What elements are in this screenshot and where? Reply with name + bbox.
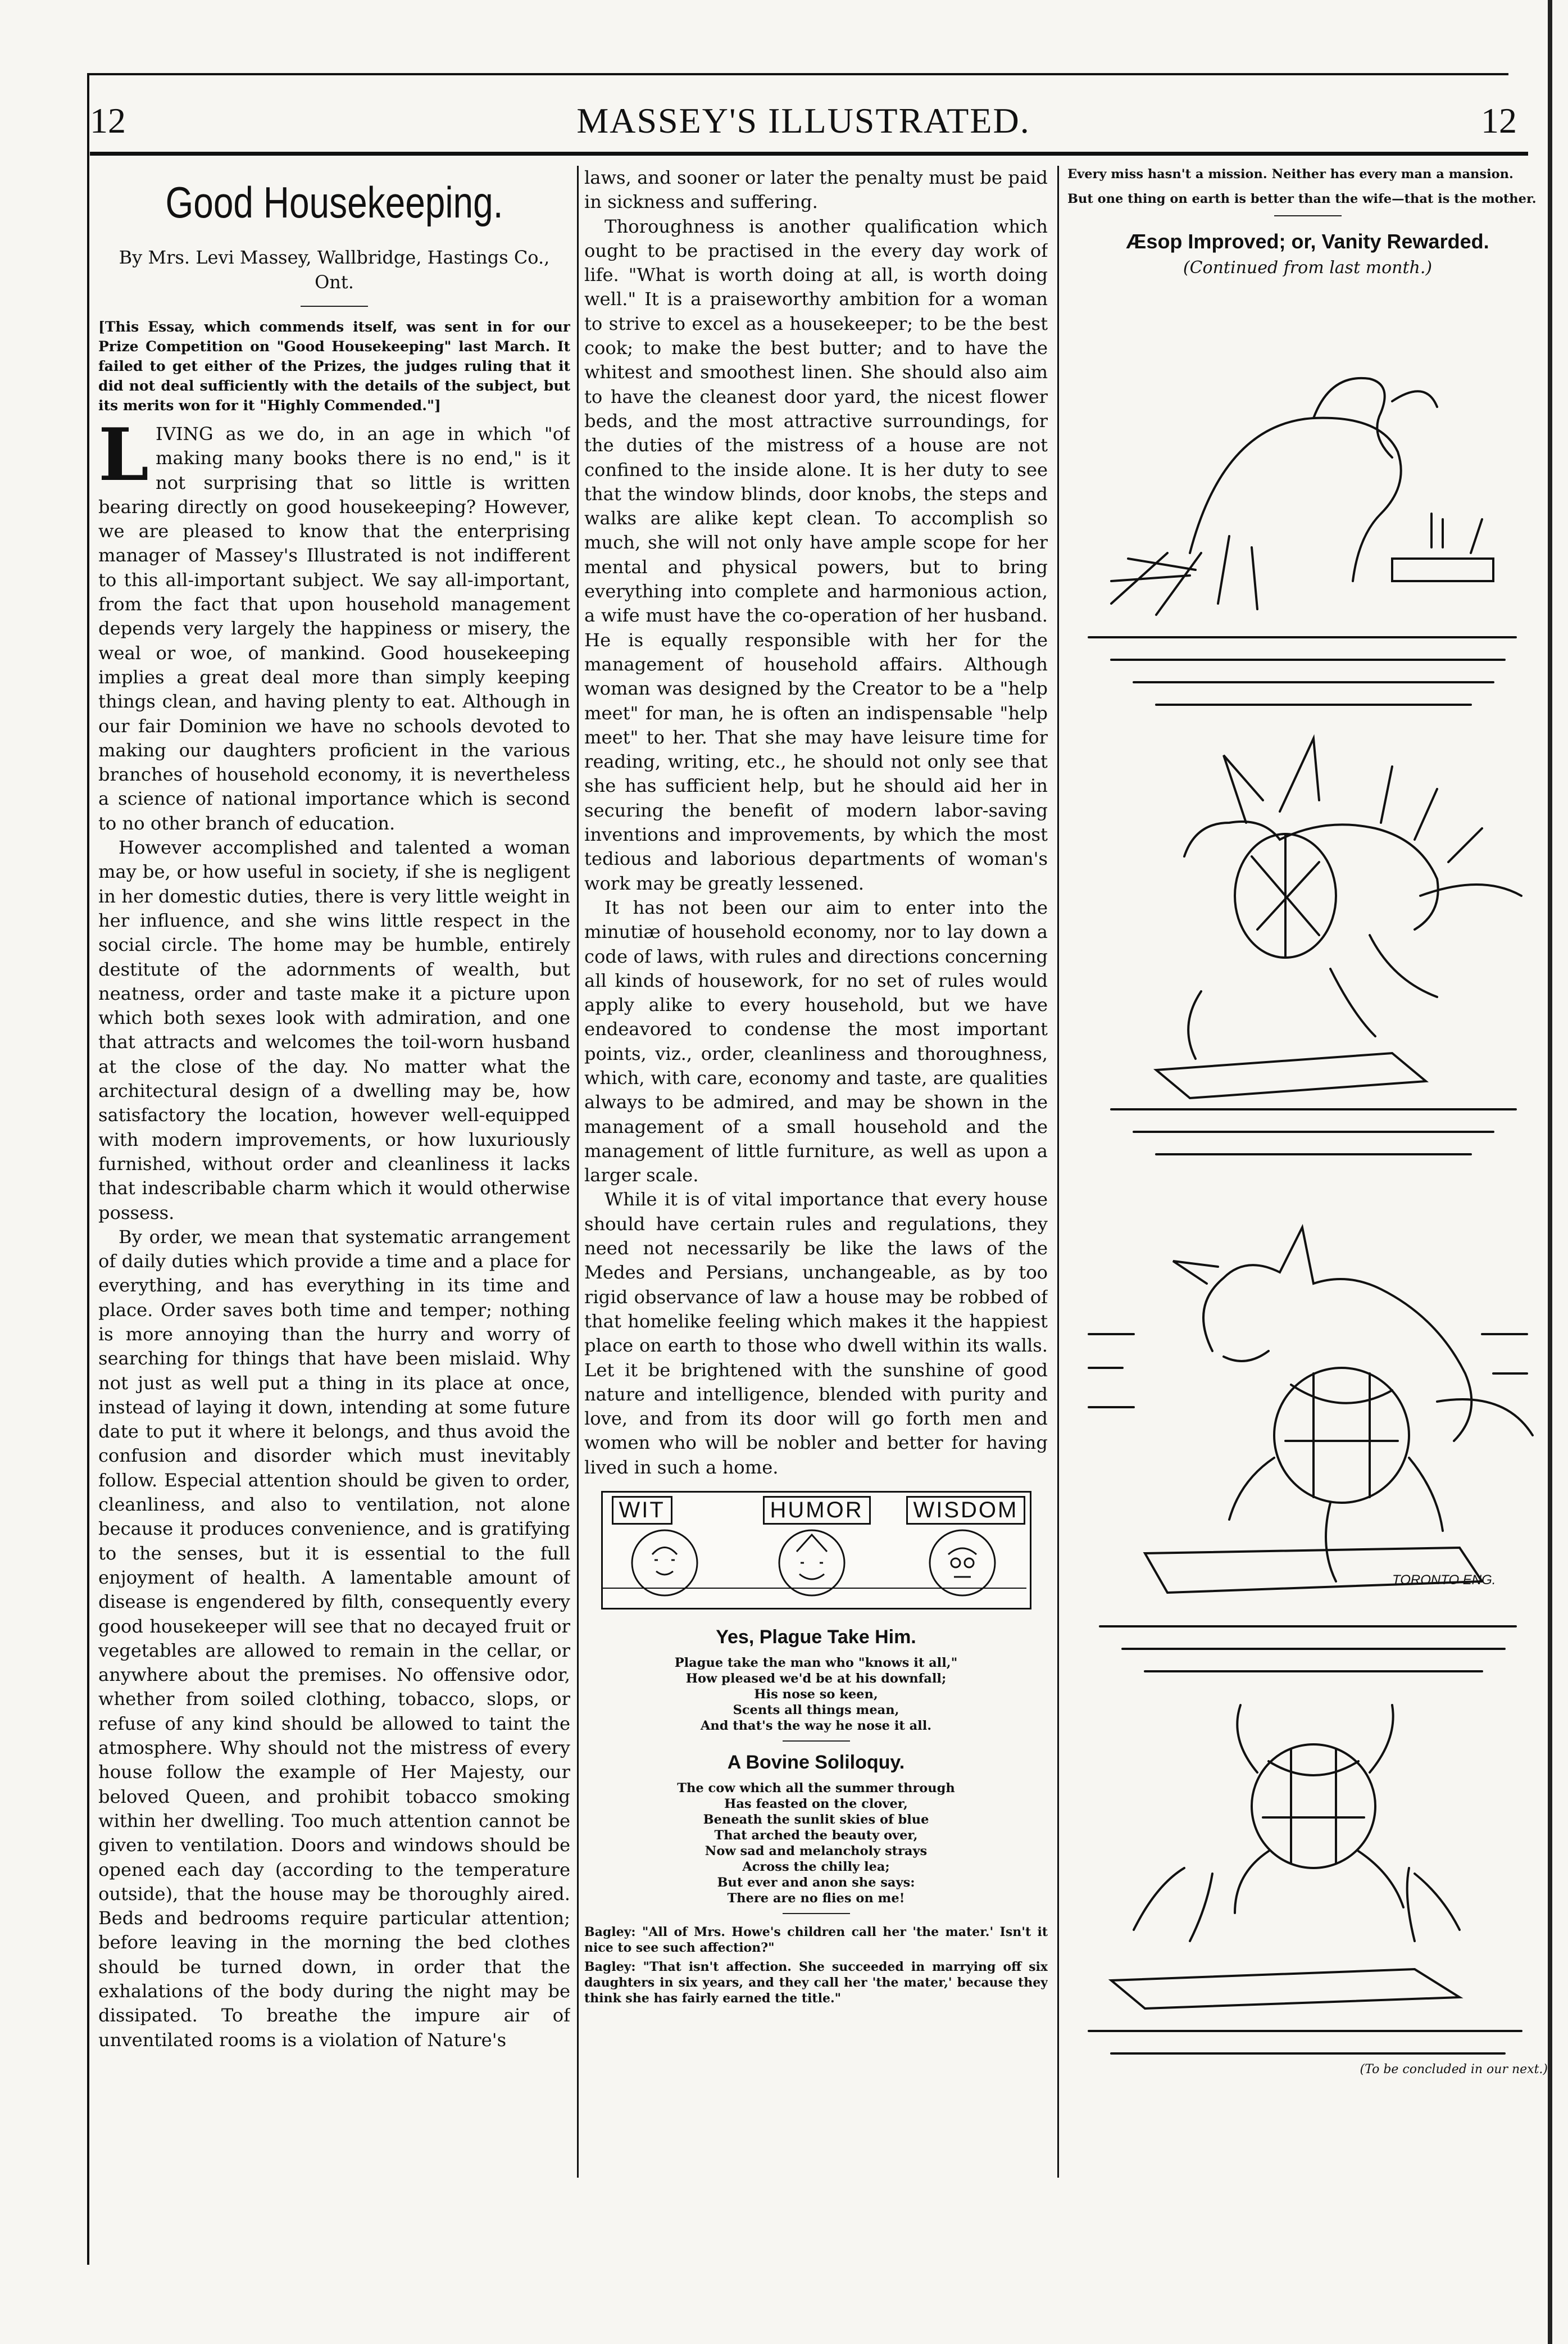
banner-word-wit: WIT <box>612 1496 672 1525</box>
cartoon-panel-4 <box>1089 1705 1521 2053</box>
humor-separator-2 <box>783 1913 850 1914</box>
column-divider-2 <box>1057 166 1059 2178</box>
humor-separator-1 <box>783 1740 850 1742</box>
article-paragraph-1: LIVING as we do, in an age in which "of making many books there is no end," is it not surprising that so little is written bearing directly on good housekeeping? However, we are pleased to know that the enterprising manager of Massey's Illustrated is not indifferent to this all-important subject. We say all-important, from the fact that upon household management depends very largely the happiness or misery, the weal or woe, of mankind. Good housekeeping implies a great deal more than simply keeping things clean, and having plenty to eat. Although in our fair Dominion we have no schools devoted to making our daughters proficient in the various branches of household economy, it is nevertheless a science of national importance which is second to no other branch of education. <box>98 413 570 834</box>
page-number-right: 12 <box>1481 101 1517 140</box>
article-title: Good Housekeeping. <box>165 178 503 227</box>
header-rule <box>90 152 1528 156</box>
cartoon-panel-1 <box>1089 378 1516 705</box>
col3-separator <box>1274 215 1342 216</box>
editor-note: [This Essay, which commends itself, was sent in for our Prize Competition on "Good Housekeeping" last March. It failed to get either of the Prizes, the judges ruling that it did not deal sufficiently with the details of the subject, but its merits won for it "Highly Commended."] <box>98 319 570 414</box>
filler-line-2: But one thing on earth is better than the wife—that is the mother. <box>1067 192 1537 206</box>
banner-faces-illustration <box>603 1493 1026 1604</box>
drop-cap: L <box>98 413 149 497</box>
running-head <box>90 90 1517 152</box>
wit-humor-wisdom-banner <box>601 1491 1031 1609</box>
aesop-cartoon-strip <box>1078 289 1538 2059</box>
column-1 <box>98 166 570 2223</box>
column-2 <box>584 166 1048 2223</box>
humor-poem-2: The cow which all the summer through Has feasted on the clover, Beneath the sunlit skies of blue That arched the beauty over, Now sad and melancholy strays Across the chilly lea; But ever and anon she says: There are no flies on me! <box>677 1781 955 1906</box>
humor-title-1: Yes, Plague Take Him. <box>716 1626 916 1648</box>
filler-line-1: Every miss hasn't a mission. Neither has every man a mansion. <box>1067 167 1514 182</box>
banner-word-humor: HUMOR <box>763 1496 871 1525</box>
article-paragraph-6: It has not been our aim to enter into the minutiæ of household economy, nor to lay down a code of laws, with rules and directions concerning all kinds of housework, for no set of rules would apply alike to every household, but we have endeavored to condense the most important points, viz., order, cleanliness and thoroughness, which, with care, economy and taste, are qualities always to be admired, and may be shown in the management of a small household and the management of little furniture, as well as upon a larger scale. <box>584 896 1048 1186</box>
article-paragraph-7: While it is of vital importance that every house should have certain rules and regulations, they need not necessarily be like the laws of the Medes and Persians, unchangeable, as by too rigid observance of law a house may be robbed of that homelike feeling which makes it the happiest place on earth to those who dwell within its walls. Let it be brightened with the sunshine of good nature and intelligence, blended with purity and love, and from its door will go forth men and women who will be nobler and better for having lived in such a home. <box>584 1189 1048 1478</box>
page-border-left <box>87 73 89 2265</box>
article-paragraph-4: laws, and sooner or later the penalty must be paid in sickness and suffering. <box>584 167 1048 213</box>
byline-rule <box>301 306 368 307</box>
cartoon-panel-3 <box>1089 1227 1533 1671</box>
column-3 <box>1067 166 1548 2223</box>
aesop-subtitle: (Continued from last month.) <box>1183 258 1433 278</box>
column-divider-1 <box>577 166 579 2178</box>
joke-line-2: Bagley: "That isn't affection. She succeeded in marrying off six daughters in six years, and they call her 'the mater,' because they think she has fairly earned the title." <box>584 1960 1048 2006</box>
continued-caption: (To be concluded in our next.) <box>1360 2062 1548 2076</box>
article-paragraph-3: By order, we mean that systematic arrangement of daily duties which provide a time and a place for everything, and has everything in its time and place. Order saves both time and temper; nothing is more annoying than the hurry and worry of searching for things that have been mislaid. Why not just as well put a thing in its place at once, instead of laying it down, intending at some future date to put it where it belongs, and thus avoid the confusion and disorder which must inevitably follow. Especial attention should be given to order, cleanliness, and also to ventilation, not alone because it produces convenience, and is gratifying to the senses, but it is essential to the full enjoyment of health. A lamentable amount of disease is engendered by filth, consequently every good housekeeper will see that no decayed fruit or vegetables are allowed to remain in the cellar, or anywhere about the premises. No offensive odor, whether from soiled clothing, tobacco, slops, or refuse of any kind should be allowed to taint the atmosphere. Why should not the mistress of every house follow the example of Her Majesty, our beloved Queen, and prohibit tobacco smoking within her dwelling. Too much attention cannot be given to ventilation. Doors and windows should be opened each day (according to the temperature outside), that the house may be thoroughly aired. Beds and bedrooms require particular attention; before leaving in the morning the bed clothes should be turned down, in order that the exhalations of the body during the night may be dissipated. To breathe the impure air of unventilated rooms is a violation of Nature's <box>98 1226 570 2051</box>
article-paragraph-2: However accomplished and talented a woman may be, or how useful in society, if she is negligent in her domestic duties, there is very little weight in her influence, and she wins little respect in the social circle. The home may be humble, entirely destitute of the adornments of wealth, but neatness, order and taste make it a picture upon which both sexes look with admiration, and one that attracts and welcomes the toil-worn husband at the close of the day. No matter what the architectural design of a dwelling may be, how satisfactory the location, however well-equipped with modern improvements, or how luxuriously furnished, without order and cleanliness it lacks that indescribable charm which it would otherwise possess. <box>98 837 570 1223</box>
aesop-title: Æsop Improved; or, Vanity Rewarded. <box>1126 230 1489 253</box>
humor-title-2: A Bovine Soliloquy. <box>727 1752 905 1774</box>
banner-word-wisdom: WISDOM <box>906 1496 1026 1525</box>
page-number-left: 12 <box>90 101 126 140</box>
humor-poem-1: Plague take the man who "knows it all," How pleased we'd be at his downfall; His nose so keen, Scents all things mean, And that's the way he nose it all. <box>674 1656 958 1734</box>
article-byline: By Mrs. Levi Massey, Wallbridge, Hastings Co., Ont. <box>119 247 550 293</box>
publication-title: MASSEY'S ILLUSTRATED. <box>576 101 1030 140</box>
article-paragraph-5: Thoroughness is another qualification which ought to be practised in the every day work of life. "What is worth doing at all, is worth doing well." It is a praiseworthy ambition for a woman to strive to excel as a housekeeper; to be the best cook; to make the best butter; and to have the whitest and smoothest linen. She should also aim to have the cleanest door yard, the nicest flower beds, and the most attractive surroundings, for the duties of the mistress of a house are not confined to the inside alone. It is her duty to see that the window blinds, door knobs, the steps and walks are alike kept clean. To accomplish so much, she will not only have ample scope for her mental and physical powers, but to bring everything into complete and harmonious action, a wife must have the co-operation of her husband. He is equally responsible with her for the management of household affairs. Although woman was designed by the Creator to be a "help meet" for man, he is often an indispensable "help meet" to her. That she may have leisure time for reading, writing, etc., he should not only see that she has sufficient help, but he should aid her in securing the benefit of modern labor-saving inventions and improvements, by which the most tedious and laborious departments of woman's work may be greatly lessened. <box>584 215 1048 894</box>
joke-line-1: Bagley: "All of Mrs. Howe's children call her 'the mater.' Isn't it nice to see such affection?" <box>584 1925 1048 1956</box>
engraver-signature: TORONTO ENG. <box>1392 1572 1496 1588</box>
page-border-top <box>87 73 1508 75</box>
cartoon-panel-2 <box>1111 738 1521 1154</box>
page-edge-right <box>1548 0 1552 2344</box>
